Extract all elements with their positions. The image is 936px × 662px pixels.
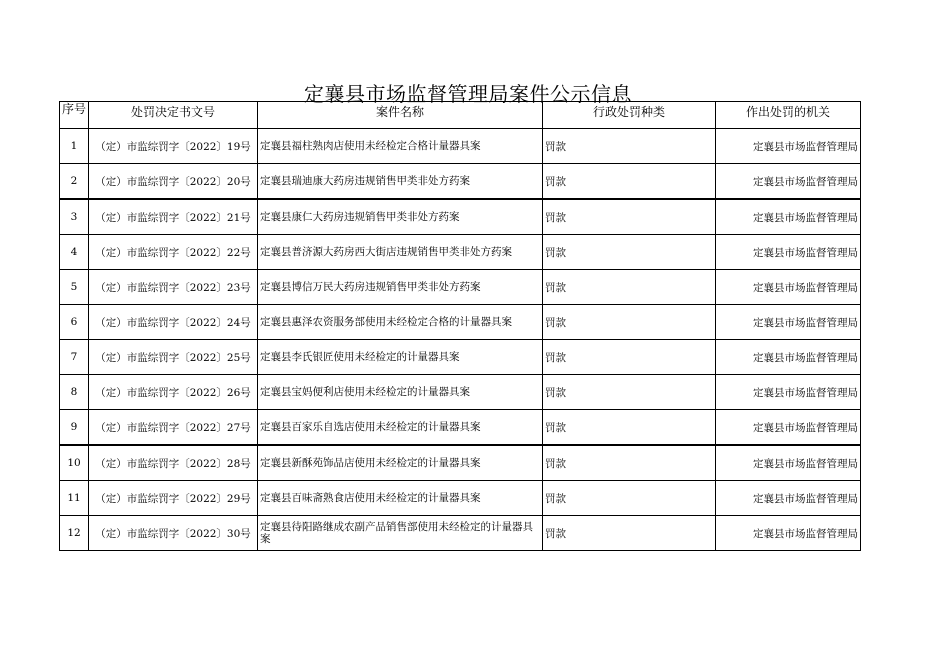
row-penalty-type: 罚款 xyxy=(543,235,716,270)
row-penalty-type: 罚款 xyxy=(543,164,716,200)
row-penalty-type: 罚款 xyxy=(543,375,716,410)
row-penalty-type: 罚款 xyxy=(543,270,716,305)
row-index: 2 xyxy=(60,164,89,200)
row-case-name: 定襄县百家乐自选店使用未经检定的计量器具案 xyxy=(258,410,543,446)
row-authority: 定襄县市场监督管理局 xyxy=(716,340,861,375)
row-index: 10 xyxy=(60,445,89,481)
table-row xyxy=(60,305,861,340)
row-authority: 定襄县市场监督管理局 xyxy=(716,410,861,446)
row-authority: 定襄县市场监督管理局 xyxy=(716,445,861,481)
row-decision-no: （定）市监综罚字〔2022〕19号 xyxy=(89,129,258,164)
header-index: 序号 xyxy=(60,102,89,129)
row-authority: 定襄县市场监督管理局 xyxy=(716,305,861,340)
row-case-name: 定襄县李氏银匠使用未经检定的计量器具案 xyxy=(258,340,543,375)
table-row xyxy=(60,375,861,410)
row-authority: 定襄县市场监督管理局 xyxy=(716,516,861,551)
row-decision-no: （定）市监综罚字〔2022〕28号 xyxy=(89,445,258,481)
row-index: 3 xyxy=(60,199,89,235)
row-index: 5 xyxy=(60,270,89,305)
row-authority: 定襄县市场监督管理局 xyxy=(716,235,861,270)
row-index: 9 xyxy=(60,410,89,446)
row-case-name: 定襄县宝妈便利店使用未经检定的计量器具案 xyxy=(258,375,543,410)
row-decision-no: （定）市监综罚字〔2022〕26号 xyxy=(89,375,258,410)
table-header-row xyxy=(60,102,861,129)
row-decision-no: （定）市监综罚字〔2022〕29号 xyxy=(89,481,258,516)
row-authority: 定襄县市场监督管理局 xyxy=(716,164,861,200)
table-row xyxy=(60,410,861,446)
row-authority: 定襄县市场监督管理局 xyxy=(716,199,861,235)
row-penalty-type: 罚款 xyxy=(543,199,716,235)
row-penalty-type: 罚款 xyxy=(543,516,716,551)
table-row xyxy=(60,445,861,481)
row-authority: 定襄县市场监督管理局 xyxy=(716,481,861,516)
row-decision-no: （定）市监综罚字〔2022〕20号 xyxy=(89,164,258,200)
row-case-name: 定襄县百味斋熟食店使用未经检定的计量器具案 xyxy=(258,481,543,516)
row-case-name: 定襄县惠泽农资服务部使用未经检定合格的计量器具案 xyxy=(258,305,543,340)
row-case-name: 定襄县普济源大药房西大街店违规销售甲类非处方药案 xyxy=(258,235,543,270)
cases-table xyxy=(59,101,861,551)
row-decision-no: （定）市监综罚字〔2022〕22号 xyxy=(89,235,258,270)
row-decision-no: （定）市监综罚字〔2022〕27号 xyxy=(89,410,258,446)
row-decision-no: （定）市监综罚字〔2022〕24号 xyxy=(89,305,258,340)
row-case-name: 定襄县瑞迪康大药房违规销售甲类非处方药案 xyxy=(258,164,543,200)
row-index: 8 xyxy=(60,375,89,410)
row-index: 7 xyxy=(60,340,89,375)
table-row xyxy=(60,270,861,305)
table-row xyxy=(60,199,861,235)
row-index: 1 xyxy=(60,129,89,164)
row-index: 6 xyxy=(60,305,89,340)
row-case-name: 定襄县待阳路继成农副产品销售部使用未经检定的计量器具案 xyxy=(258,516,543,551)
row-decision-no: （定）市监综罚字〔2022〕21号 xyxy=(89,199,258,235)
row-penalty-type: 罚款 xyxy=(543,129,716,164)
row-index: 4 xyxy=(60,235,89,270)
row-penalty-type: 罚款 xyxy=(543,305,716,340)
row-index: 12 xyxy=(60,516,89,551)
header-decision-no: 处罚决定书文号 xyxy=(89,102,258,129)
page-title: 定襄县市场监督管理局案件公示信息 xyxy=(304,82,632,106)
table-row xyxy=(60,235,861,270)
row-authority: 定襄县市场监督管理局 xyxy=(716,270,861,305)
row-penalty-type: 罚款 xyxy=(543,445,716,481)
table-row xyxy=(60,516,861,551)
header-penalty-type: 行政处罚种类 xyxy=(543,102,716,129)
row-authority: 定襄县市场监督管理局 xyxy=(716,129,861,164)
header-case-name: 案件名称 xyxy=(258,102,543,129)
row-authority: 定襄县市场监督管理局 xyxy=(716,375,861,410)
row-penalty-type: 罚款 xyxy=(543,481,716,516)
table-row xyxy=(60,481,861,516)
header-authority: 作出处罚的机关 xyxy=(716,102,861,129)
table-row xyxy=(60,129,861,164)
row-case-name: 定襄县福柱熟肉店使用未经检定合格计量器具案 xyxy=(258,129,543,164)
table-row xyxy=(60,340,861,375)
row-decision-no: （定）市监综罚字〔2022〕25号 xyxy=(89,340,258,375)
row-penalty-type: 罚款 xyxy=(543,340,716,375)
row-decision-no: （定）市监综罚字〔2022〕30号 xyxy=(89,516,258,551)
row-case-name: 定襄县康仁大药房违规销售甲类非处方药案 xyxy=(258,199,543,235)
row-penalty-type: 罚款 xyxy=(543,410,716,446)
row-decision-no: （定）市监综罚字〔2022〕23号 xyxy=(89,270,258,305)
table-row xyxy=(60,164,861,200)
row-case-name: 定襄县新酥苑饰品店使用未经检定的计量器具案 xyxy=(258,445,543,481)
row-index: 11 xyxy=(60,481,89,516)
row-case-name: 定襄县博信万民大药房违规销售甲类非处方药案 xyxy=(258,270,543,305)
